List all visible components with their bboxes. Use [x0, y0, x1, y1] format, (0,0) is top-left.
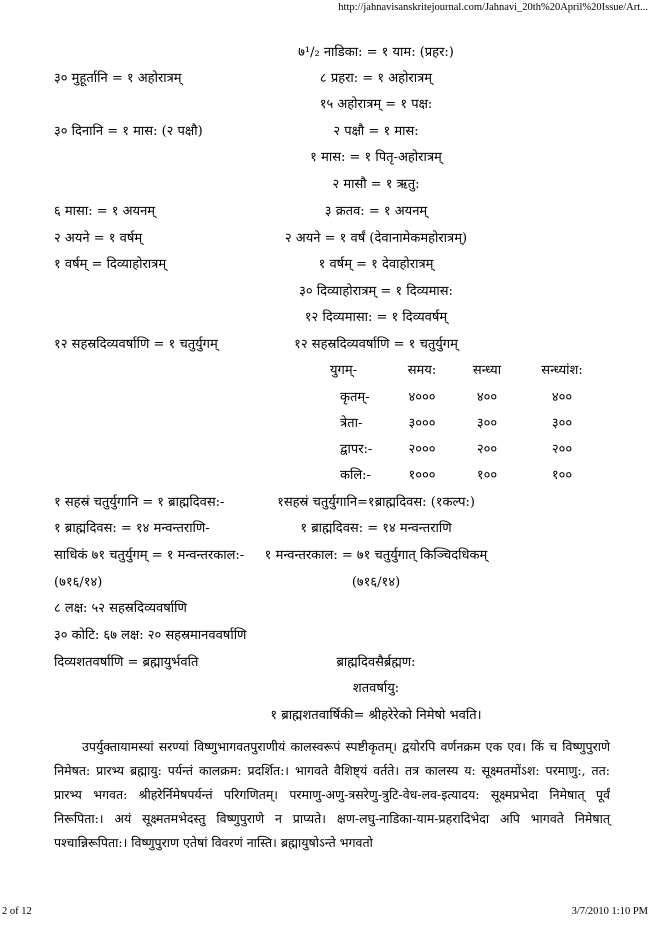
yuga-header-cell: युगम्- — [330, 363, 358, 378]
left-line-4: २ अयने = १ वर्षम् — [54, 231, 143, 246]
right-line-1: ७¹/₂ नाडिका: = १ याम: (प्रहर:) — [298, 45, 454, 60]
yuga-row-cell: त्रेता- — [340, 416, 363, 431]
yuga-row-cell: ३०० — [476, 416, 498, 431]
right-line-12: १२ सहस्रदिव्यवर्षाणि = १ चतुर्युगम् — [294, 337, 458, 352]
left-line-2: ३० दिनानि = १ मास: (२ पक्षौ) — [54, 124, 203, 139]
left-line-12: ३० कोटि: ६७ लक्ष: २० सहस्रमानववर्षाणि — [54, 628, 247, 643]
right-line-15: १ मन्वन्तरकाल: = ७१ चतुर्युगात् किञ्चिदधिकम् — [264, 548, 488, 563]
left-line-8: १ ब्राह्मदिवस: = १४ मन्वन्तराणि- — [54, 521, 210, 536]
yuga-row-cell: ३००० — [408, 416, 436, 431]
right-line-5: १ मास: = १ पितृ-अहोरात्रम् — [310, 150, 442, 165]
right-line-18: शतवर्षायु: — [352, 681, 400, 696]
right-line-16: (७१६/१४) — [351, 575, 401, 590]
yuga-row-cell: ४०० — [476, 390, 498, 405]
yuga-row-cell: २०० — [476, 442, 498, 457]
yuga-row-cell: ४०० — [551, 390, 573, 405]
left-line-11: ८ लक्ष: ५२ सहस्रदिव्यवर्षाणि — [54, 601, 187, 616]
left-line-5: १ वर्षम् = दिव्याहोरात्रम् — [54, 257, 167, 272]
right-line-6: २ मासौ = १ ऋतु: — [332, 177, 420, 192]
right-line-13: १सहस्रं चतुर्युगानि=१ब्राह्मदिवस: (१कल्प:) — [277, 495, 475, 510]
body-paragraph: उपर्युक्तायामस्यां सरण्यां विष्णुभागवतपुराणीयं कालस्वरूपं स्पष्टीकृतम्। द्वयोरपि वर्णनक्रम एक एव। किं च विष्णुपुराणे निमेषत: प्रारभ्य ब्रह्मायु: पर्यन्तं कालक्रम: प्रदर्शित:। भागवते वैशिष्ट्यं वर्तते। तत्र कालस्य य: सूक्ष्मतमोंऽश: परमाणु:, तत: प्रारभ्य भगवत: श्रीहरेर्निमेषपर्यन्तं परिगणितम्। परमाणु-अणु-त्रसरेणु-त्रुटि-वेध-लव-इत्यादय: सूक्ष्मप्रभेदा निमेषात् पूर्वं निरूपिता:। अयं सूक्ष्मतमभेदस्तु विष्णुपुराणे न प्राप्यते। क्षण-लघु-नाडिका-याम-प्रहरादिभेदा अपि भागवते निमेषात् पश्चान्निरूपिता:। विष्णुपुराण एतेषां विवरणं नास्ति। ब्रह्मायुषोऽन्ते भगवतो — [54, 739, 610, 850]
yuga-row-cell: २०० — [551, 442, 573, 457]
yuga-row-cell: १०० — [551, 468, 573, 483]
yuga-header-cell: सन्ध्यांश: — [541, 363, 583, 378]
left-line-1: ३० मुहूर्तानि = १ अहोरात्रम् — [54, 71, 182, 86]
yuga-table-header — [330, 360, 602, 382]
yuga-table-row — [340, 465, 602, 487]
yuga-row-cell: १००० — [408, 468, 436, 483]
yuga-row-cell: कृतम्- — [340, 390, 370, 405]
right-line-17: ब्राह्मदिवसैर्ब्रह्मण: — [336, 655, 416, 670]
yuga-header-cell: सन्ध्या — [472, 363, 502, 378]
right-line-11: १२ दिव्यमासा: = १ दिव्यवर्षम् — [304, 310, 448, 325]
yuga-row-cell: कलि:- — [340, 468, 371, 483]
yuga-row-cell: द्वापर:- — [340, 442, 373, 457]
right-line-7: ३ क्रतव: = १ अयनम् — [324, 204, 428, 219]
yuga-table-row — [340, 413, 602, 435]
right-line-10: ३० दिव्याहोरात्रम् = १ दिव्यमास: — [299, 284, 453, 299]
right-line-8: २ अयने = १ वर्षं (देवानामेकमहोरात्रम्) — [284, 231, 468, 246]
left-line-3: ६ मासा: = १ अयनम् — [54, 204, 156, 219]
left-line-6: १२ सहस्रदिव्यवर्षाणि = १ चतुर्युगम् — [54, 337, 218, 352]
left-line-7: १ सहस्रं चतुर्युगानि = १ ब्राह्मदिवस:- — [54, 495, 225, 510]
datetime-footer: 3/7/2010 1:10 PM — [571, 906, 648, 917]
right-line-4: २ पक्षौ = १ मास: — [333, 124, 419, 139]
right-line-2: ८ प्रहरा: = १ अहोरात्रम् — [319, 71, 433, 86]
right-line-3: १५ अहोरात्रम् = १ पक्ष: — [319, 97, 433, 112]
yuga-row-cell: २००० — [408, 442, 436, 457]
left-line-9: साधिकं ७१ चतुर्युगम् = १ मन्वन्तरकाल:- — [54, 548, 245, 563]
yuga-row-cell: ३०० — [551, 416, 573, 431]
right-line-14: १ ब्राह्मदिवस: = १४ मन्वन्तराणि — [300, 521, 452, 536]
yuga-header-cell: समय: — [407, 363, 437, 378]
left-line-13: दिव्यशतवर्षाणि = ब्रह्मायुर्भवति — [54, 655, 199, 670]
yuga-row-cell: १०० — [476, 468, 498, 483]
right-line-9: १ वर्षम् = १ देवाहोरात्रम् — [318, 257, 434, 272]
page-url-header: http://jahnavisanskritejournal.com/Jahnavi_20th%20April%20Issue/Art... — [338, 2, 648, 13]
yuga-table-row — [340, 439, 602, 461]
left-line-10: (७१६/१४) — [54, 575, 103, 590]
right-line-19: १ ब्राह्मशतवार्षिकी= श्रीहरेरेको निमेषो भवति। — [270, 708, 482, 723]
page-number-footer: 2 of 12 — [2, 906, 32, 917]
yuga-row-cell: ४००० — [408, 390, 436, 405]
yuga-table-row — [340, 387, 602, 409]
